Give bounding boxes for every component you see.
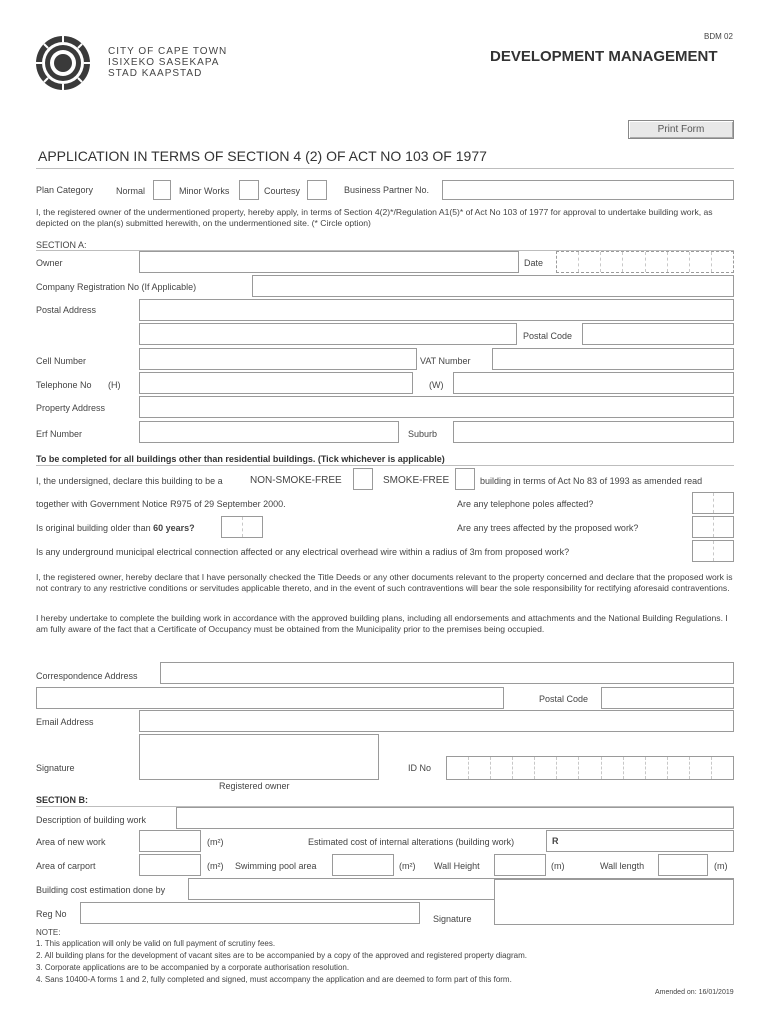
correspondence-postal-code-input[interactable] — [601, 687, 734, 709]
org-name-xh: ISIXEKO SASEKAPA — [108, 57, 220, 68]
trees-affected-checkbox[interactable] — [692, 516, 734, 538]
older-building-prefix: Is original building older than — [36, 523, 151, 533]
non-smoke-free-checkbox[interactable] — [353, 468, 373, 490]
declaration-undertaking: I hereby undertake to complete the building work in accordance with the approved building plans, including all endorsements and attachments and the National Building Regulations. I am fully aware of the fact that a Certificate of Occupancy must be obtained from the Municipality prior to the premises being occupied. — [36, 613, 728, 634]
print-form-button[interactable]: Print Form — [628, 120, 734, 139]
wall-height-unit: (m) — [551, 861, 565, 871]
normal-checkbox[interactable] — [153, 180, 171, 200]
normal-label: Normal — [116, 186, 146, 196]
description-input[interactable] — [176, 807, 734, 829]
suburb-label: Suburb — [408, 429, 438, 439]
area-new-work-label: Area of new work — [36, 837, 106, 847]
property-address-label: Property Address — [36, 403, 106, 413]
org-name-en: CITY OF CAPE TOWN — [108, 46, 228, 57]
note-item: 4. Sans 10400-A forms 1 and 2, fully completed and signed, must accompany the application and are deemed to form part of this form. — [36, 975, 512, 984]
signature-label: Signature — [36, 763, 75, 773]
date-input[interactable] — [556, 251, 734, 273]
cell-number-input[interactable] — [139, 348, 417, 370]
cost-estimation-label: Building cost estimation done by — [36, 885, 166, 895]
currency-symbol: R — [552, 836, 559, 846]
area-new-work-unit: (m²) — [207, 837, 224, 847]
postal-address-label: Postal Address — [36, 305, 97, 315]
notice-label: together with Government Notice R975 of 29 September 2000. — [36, 499, 286, 509]
vat-number-label: VAT Number — [420, 356, 471, 366]
org-name-af: STAD KAAPSTAD — [108, 68, 203, 79]
page-title: APPLICATION IN TERMS OF SECTION 4 (2) OF ACT NO 103 OF 1977 — [38, 148, 487, 164]
wall-height-input[interactable] — [494, 854, 546, 876]
courtesy-label: Courtesy — [264, 186, 301, 196]
date-label: Date — [524, 258, 544, 268]
email-address-label: Email Address — [36, 717, 94, 727]
pool-area-label: Swimming pool area — [235, 861, 317, 871]
erf-number-input[interactable] — [139, 421, 399, 443]
notes-heading: NOTE: — [36, 928, 61, 937]
non-residential-divider — [36, 465, 734, 466]
owner-input[interactable] — [139, 251, 519, 273]
wall-length-label: Wall length — [600, 861, 645, 871]
telephone-poles-label: Are any telephone poles affected? — [457, 499, 594, 509]
smoke-free-checkbox[interactable] — [455, 468, 475, 490]
postal-code-input[interactable] — [582, 323, 734, 345]
registered-owner-caption: Registered owner — [219, 781, 290, 791]
non-smoke-free-label: NON-SMOKE-FREE — [250, 475, 342, 486]
estimator-signature-label: Signature — [433, 914, 472, 924]
reg-no-label: Reg No — [36, 909, 67, 919]
form-code: BDM 02 — [704, 32, 733, 41]
estimated-cost-label: Estimated cost of internal alterations (building work) — [308, 837, 515, 847]
wall-length-input[interactable] — [658, 854, 708, 876]
telephone-label: Telephone No — [36, 380, 92, 390]
department-title: DEVELOPMENT MANAGEMENT — [490, 48, 718, 65]
id-no-label: ID No — [408, 763, 432, 773]
correspondence-postal-code-label: Postal Code — [539, 694, 589, 704]
note-item: 3. Corporate applications are to be accompanied by a corporate authorisation resolution. — [36, 963, 350, 972]
telephone-w-label: (W) — [429, 380, 444, 390]
suburb-input[interactable] — [453, 421, 734, 443]
underground-label: Is any underground municipal electrical connection affected or any electrical overhead wire within a radius of 3m from proposed work? — [36, 547, 570, 557]
older-building-checkbox[interactable] — [221, 516, 263, 538]
erf-number-label: Erf Number — [36, 429, 83, 439]
telephone-work-input[interactable] — [453, 372, 734, 394]
note-item: 1. This application will only be valid on full payment of scrutiny fees. — [36, 939, 276, 948]
area-carport-label: Area of carport — [36, 861, 96, 871]
owner-label: Owner — [36, 258, 63, 268]
courtesy-checkbox[interactable] — [307, 180, 327, 200]
non-residential-heading: To be completed for all buildings other than residential buildings. (Tick whichever is applicable) — [36, 454, 445, 464]
description-label: Description of building work — [36, 815, 147, 825]
plan-category-label: Plan Category — [36, 185, 94, 195]
underground-checkbox[interactable] — [692, 540, 734, 562]
title-divider — [36, 168, 734, 169]
property-address-input[interactable] — [139, 396, 734, 418]
business-partner-input[interactable] — [442, 180, 734, 200]
smoke-free-label: SMOKE-FREE — [383, 475, 450, 486]
amended-date: Amended on: 16/01/2019 — [655, 989, 734, 996]
section-b-heading: SECTION B: — [36, 795, 89, 805]
area-new-work-input[interactable] — [139, 830, 201, 852]
reg-no-input[interactable] — [80, 902, 420, 924]
declaration-title-deeds: I, the registered owner, hereby declare that I have personally checked the Title Deeds or any other documents relevant to the property concerned and declare that the proposed work is not contrary to any restrictive conditions or servitudes applicable thereto, and in the event of such contraventions will bear the sole responsibility for rectifying aforesaid contraventions. — [36, 572, 733, 593]
area-carport-unit: (m²) — [207, 861, 224, 871]
area-carport-input[interactable] — [139, 854, 201, 876]
telephone-home-input[interactable] — [139, 372, 413, 394]
section-a-heading: SECTION A: — [36, 240, 87, 250]
email-address-input[interactable] — [139, 710, 734, 732]
minor-works-label: Minor Works — [179, 186, 230, 196]
correspondence-address-input-2[interactable] — [36, 687, 504, 709]
telephone-poles-checkbox[interactable] — [692, 492, 734, 514]
minor-works-checkbox[interactable] — [239, 180, 259, 200]
older-building-years: 60 years? — [153, 523, 195, 533]
note-item: 2. All building plans for the development of vacant sites are to be accompanied by a copy of the approved and registered property diagram. — [36, 951, 527, 960]
cell-number-label: Cell Number — [36, 356, 87, 366]
pool-area-unit: (m²) — [399, 861, 416, 871]
company-reg-input[interactable] — [252, 275, 734, 297]
owner-signature-box[interactable] — [139, 734, 379, 780]
wall-length-unit: (m) — [714, 861, 728, 871]
trees-affected-label: Are any trees affected by the proposed work? — [457, 523, 639, 533]
company-reg-label: Company Registration No (If Applicable) — [36, 282, 197, 292]
correspondence-address-label: Correspondence Address — [36, 671, 138, 681]
older-building-label — [36, 523, 195, 533]
postal-address-input-1[interactable] — [139, 299, 734, 321]
estimator-signature-box[interactable] — [494, 879, 734, 925]
business-partner-label: Business Partner No. — [344, 185, 430, 195]
estimated-cost-input[interactable] — [546, 830, 734, 852]
city-logo-icon — [34, 34, 92, 92]
vat-number-input[interactable] — [492, 348, 734, 370]
telephone-h-label: (H) — [108, 380, 121, 390]
pool-area-input[interactable] — [332, 854, 394, 876]
wall-height-label: Wall Height — [434, 861, 480, 871]
id-no-input[interactable] — [446, 756, 734, 780]
postal-address-input-2[interactable] — [139, 323, 517, 345]
declare-label: I, the undersigned, declare this building to be a — [36, 476, 223, 486]
intro-text: I, the registered owner of the undermentioned property, hereby apply, in terms of Section 4(2)*/Regulation A1(5)* of Act No 103 of 1977 for approval to undertake building work, as depicted on the plan(s) submitted herewith, on the undermentioned site. (* Circle option) — [36, 207, 713, 228]
correspondence-address-input-1[interactable] — [160, 662, 734, 684]
act-label: building in terms of Act No 83 of 1993 as amended read — [480, 476, 703, 486]
postal-code-label: Postal Code — [523, 331, 573, 341]
